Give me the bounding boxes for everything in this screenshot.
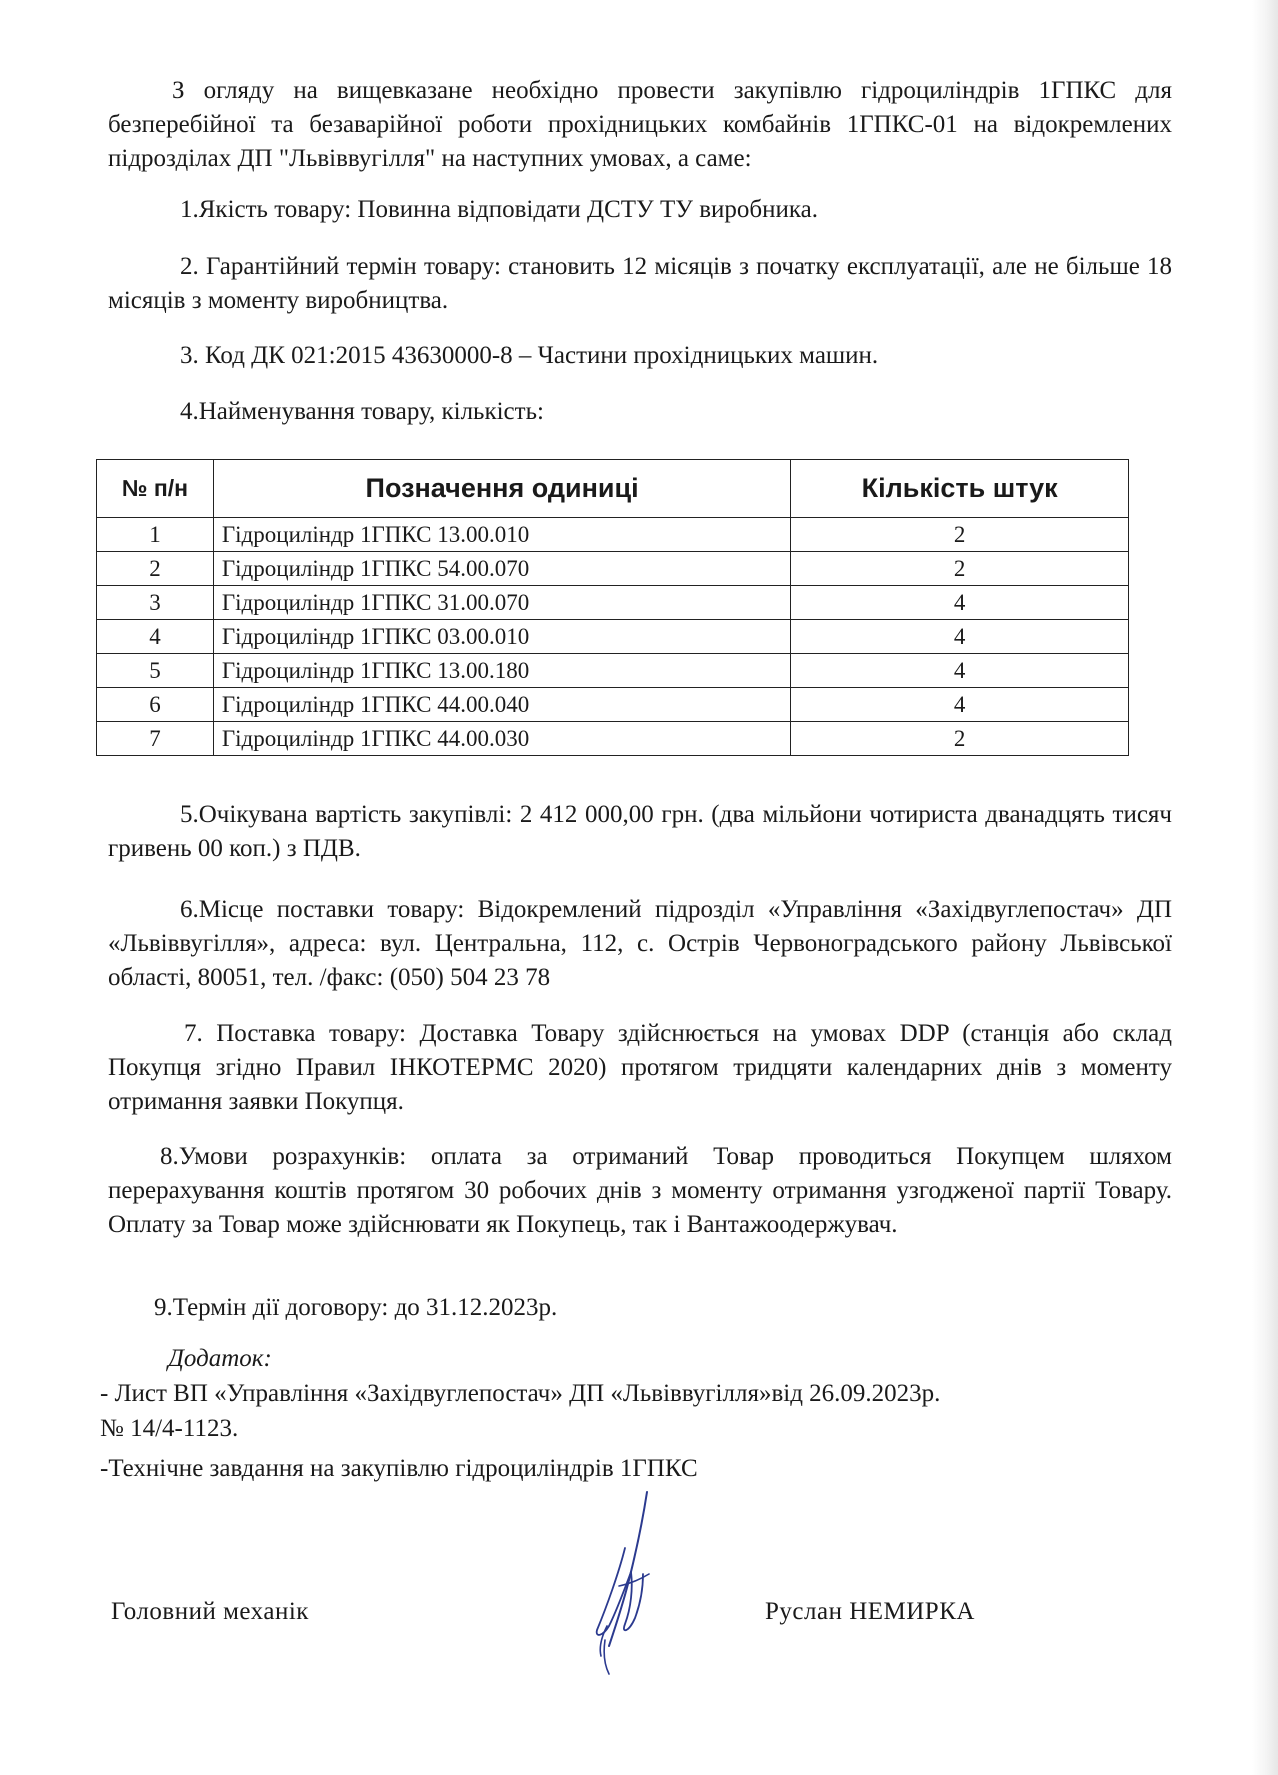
header-quantity: Кількість штук	[791, 460, 1129, 518]
row-number: 5	[97, 654, 214, 688]
row-designation: Гідроциліндр 1ГПКС 13.00.180	[213, 654, 790, 688]
table-row	[97, 586, 1129, 620]
item-code: 3. Код ДК 021:2015 43630000-8 – Частини прохідницьких машин.	[180, 342, 879, 369]
row-number: 3	[97, 586, 214, 620]
table-row	[97, 722, 1129, 756]
scan-edge-shadow	[1252, 0, 1278, 1775]
handwritten-signature	[585, 1488, 675, 1678]
table-row	[97, 552, 1129, 586]
row-quantity: 2	[791, 518, 1129, 552]
row-quantity: 4	[791, 586, 1129, 620]
item-expected-cost: 5.Очікувана вартість закупівлі: 2 412 000,00 грн. (два мільйони чотириста дванадцять тисяч гривень 00 коп.) з ПДВ.	[108, 801, 1172, 862]
annex-line-number: № 14/4-1123.	[100, 1415, 239, 1442]
row-designation: Гідроциліндр 1ГПКС 44.00.040	[213, 688, 790, 722]
item-contract-term: 9.Термін дії договору: до 31.12.2023р.	[154, 1294, 558, 1321]
item-warranty: 2. Гарантійний термін товару: становить 12 місяців з початку експлуатації, але не більше 18 місяців з моменту виробництва.	[108, 253, 1172, 314]
item-goods-heading: 4.Найменування товару, кількість:	[180, 398, 544, 425]
signatory-name: Руслан НЕМИРКА	[765, 1598, 975, 1625]
table-row	[97, 688, 1129, 722]
goods-table	[96, 459, 1129, 756]
row-designation: Гідроциліндр 1ГПКС 44.00.030	[213, 722, 790, 756]
row-quantity: 4	[791, 654, 1129, 688]
table-row	[97, 654, 1129, 688]
row-quantity: 4	[791, 620, 1129, 654]
item-delivery-place: 6.Місце поставки товару: Відокремлений підрозділ «Управління «Західвуглепостач» ДП «Львіввугілля», адреса: вул. Центральна, 112, с. Острів Червоноградського району Львівської області, 80051, тел. /факс: (050) 504 23 78	[108, 896, 1172, 991]
row-number: 4	[97, 620, 214, 654]
row-designation: Гідроциліндр 1ГПКС 31.00.070	[213, 586, 790, 620]
signatory-position: Головний механік	[111, 1598, 309, 1625]
row-number: 2	[97, 552, 214, 586]
table-row	[97, 518, 1129, 552]
annex-title: Додаток:	[168, 1345, 272, 1372]
row-number: 6	[97, 688, 214, 722]
row-designation: Гідроциліндр 1ГПКС 03.00.010	[213, 620, 790, 654]
row-quantity: 4	[791, 688, 1129, 722]
row-designation: Гідроциліндр 1ГПКС 13.00.010	[213, 518, 790, 552]
item-delivery-terms: 7. Поставка товару: Доставка Товару здійснюється на умовах DDP (станція або склад Покупця згідно Правил ІНКОТЕРМС 2020) протягом тридцяти календарних днів з моменту отримання заявки Покупця.	[108, 1020, 1172, 1115]
intro-paragraph: З огляду на вищевказане необхідно провести закупівлю гідроциліндрів 1ГПКС для безперебійної та безаварійної роботи прохідницьких комбайнів 1ГПКС-01 на відокремлених підрозділах ДП "Львіввугілля" на наступних умовах, а саме:	[108, 77, 1172, 172]
annex-line-letter: - Лист ВП «Управління «Західвуглепостач» ДП «Львіввугілля»від 26.09.2023р.	[100, 1380, 941, 1407]
row-quantity: 2	[791, 552, 1129, 586]
table-header-row	[97, 460, 1129, 518]
header-designation: Позначення одиниці	[213, 460, 790, 518]
row-number: 1	[97, 518, 214, 552]
header-number: № п/н	[97, 460, 214, 518]
item-payment-terms: 8.Умови розрахунків: оплата за отриманий Товар проводиться Покупцем шляхом перерахування коштів протягом 30 робочих днів з моменту отримання узгодженої партії Товару. Оплату за Товар може здійснювати як Покупець, так і Вантажоодержувач.	[108, 1143, 1172, 1238]
row-designation: Гідроциліндр 1ГПКС 54.00.070	[213, 552, 790, 586]
item-quality: 1.Якість товару: Повинна відповідати ДСТУ ТУ виробника.	[180, 196, 819, 223]
row-quantity: 2	[791, 722, 1129, 756]
table-row	[97, 620, 1129, 654]
row-number: 7	[97, 722, 214, 756]
annex-line-spec: -Технічне завдання на закупівлю гідроциліндрів 1ГПКС	[100, 1455, 698, 1482]
